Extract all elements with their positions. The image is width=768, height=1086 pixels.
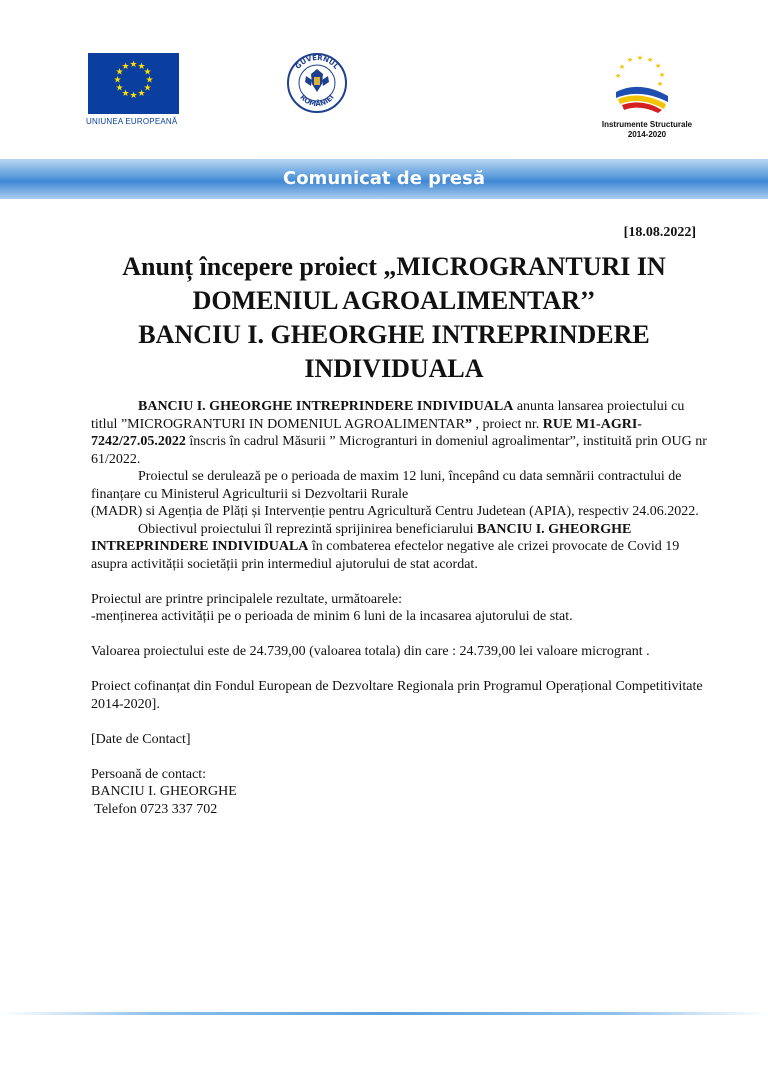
svg-text:★: ★ bbox=[121, 89, 130, 99]
government-seal-icon bbox=[286, 52, 348, 114]
headline-line2: DOMENIUL AGROALIMENTAR’’ bbox=[192, 286, 596, 315]
release-date: [18.08.2022] bbox=[623, 225, 696, 240]
is-caption-line1: Instrumente Structurale bbox=[601, 120, 693, 129]
beneficiary-name: BANCIU I. GHEORGHE INTREPRINDERE INDIVIDUALA bbox=[138, 399, 514, 414]
gov-text-top: GUVERNUL bbox=[293, 53, 341, 71]
press-release-body bbox=[91, 398, 711, 818]
banner-title: Comunicat de presă bbox=[282, 168, 485, 189]
headline-line3: BANCIU I. GHEORGHE INTREPRINDERE bbox=[138, 320, 650, 349]
svg-text:★: ★ bbox=[115, 83, 124, 94]
svg-text:★: ★ bbox=[658, 71, 666, 79]
contact-label: Persoană de contact: bbox=[91, 766, 207, 782]
svg-text:★: ★ bbox=[145, 75, 154, 86]
contact-name: BANCIU I. GHEORGHE bbox=[91, 784, 237, 799]
project-code: RUE M1-AGRI-7242/27.05.2022 bbox=[91, 416, 642, 449]
structural-instruments-icon bbox=[610, 52, 674, 114]
svg-text:★: ★ bbox=[618, 63, 626, 71]
svg-text:★: ★ bbox=[129, 60, 138, 70]
press-release-banner bbox=[0, 159, 768, 199]
svg-text:★: ★ bbox=[137, 89, 146, 99]
paragraph-intro bbox=[91, 398, 711, 468]
headline-line4: INDIVIDUALA bbox=[304, 354, 484, 383]
svg-text:★: ★ bbox=[143, 83, 152, 94]
svg-text:★: ★ bbox=[626, 56, 634, 64]
svg-text:★: ★ bbox=[143, 67, 152, 78]
svg-text:★: ★ bbox=[115, 67, 124, 78]
headline-line1: Anunț începere proiect „MICROGRANTURI IN bbox=[122, 252, 666, 281]
svg-text:★: ★ bbox=[614, 72, 622, 80]
government-seal-logo bbox=[286, 52, 348, 114]
instrumente-structurale-logo bbox=[610, 52, 674, 114]
paragraph-duration-cont: (MADR) si Agenția de Plăți și Intervenție pentru Agricultură Centru Judetean (APIA), respectiv 24.06.2022. bbox=[91, 504, 699, 519]
svg-text:ROMÂNIEI bbox=[298, 93, 335, 108]
objective-text-1: Obiectivul proiectului îl reprezintă sprijinirea beneficiarului bbox=[138, 521, 477, 537]
intro-quote: ” bbox=[465, 416, 473, 432]
instrumente-structurale-caption bbox=[592, 120, 702, 140]
paragraph-results-intro: Proiectul are printre principalele rezultate, următoarele: bbox=[91, 591, 402, 607]
paragraph-objective bbox=[91, 521, 711, 574]
paragraph-duration: Proiectul se derulează pe o perioada de maxim 12 luni, începând cu data semnării contractului de finanțare cu Ministerul Agriculturii si Dezvoltarii Rurale bbox=[91, 469, 682, 502]
eu-caption: UNIUNEA EUROPEANĂ bbox=[86, 117, 178, 126]
svg-text:★: ★ bbox=[636, 54, 644, 62]
contact-phone: Telefon 0723 337 702 bbox=[91, 801, 218, 817]
eu-flag-logo bbox=[88, 53, 179, 114]
intro-text-3: înscris în cadrul Măsurii ” Microgranturi in domeniul agroalimentar”, instituită prin OUG nr 61/2022. bbox=[91, 434, 707, 467]
paragraph-contact-heading: [Date de Contact] bbox=[91, 731, 191, 747]
svg-text:GUVERNUL bbox=[294, 54, 341, 71]
svg-text:★: ★ bbox=[113, 75, 122, 86]
paragraph-results-item: -menținerea activității pe o perioada de minim 6 luni de la incasarea ajutorului de stat. bbox=[91, 609, 573, 624]
is-caption-line2: 2014-2020 bbox=[627, 130, 667, 139]
svg-text:★: ★ bbox=[129, 91, 138, 101]
eu-stars-icon bbox=[88, 53, 179, 114]
svg-text:★: ★ bbox=[137, 62, 146, 72]
gov-text-bottom: ROMÂNIEI bbox=[298, 93, 336, 109]
svg-text:★: ★ bbox=[656, 80, 664, 88]
svg-text:★: ★ bbox=[654, 62, 662, 70]
footer-divider bbox=[0, 1012, 768, 1015]
intro-text-1: anunta lansarea proiectului cu titlul ”MICROGRANTURI IN DOMENIUL AGROALIMENTAR bbox=[91, 399, 685, 432]
svg-text:★: ★ bbox=[121, 62, 130, 72]
paragraph-value: Valoarea proiectului este de 24.739,00 (valoarea totala) din care : 24.739,00 lei valoare microgrant . bbox=[91, 644, 650, 659]
intro-text-2: , proiect nr. bbox=[472, 416, 543, 432]
paragraph-cofinancing: Proiect cofinanțat din Fondul European de Dezvoltare Regionala prin Programul Operațional Competitivitate 2014-2020]. bbox=[91, 679, 703, 712]
objective-text-2: în combaterea efectelor negative ale crizei provocate de Covid 19 asupra activității societății prin intermediul ajutorului de stat acordat. bbox=[91, 539, 680, 572]
headline bbox=[70, 250, 718, 386]
objective-beneficiary: BANCIU I. GHEORGHE INTREPRINDERE INDIVIDUALA bbox=[91, 521, 632, 554]
svg-text:★: ★ bbox=[646, 56, 654, 64]
